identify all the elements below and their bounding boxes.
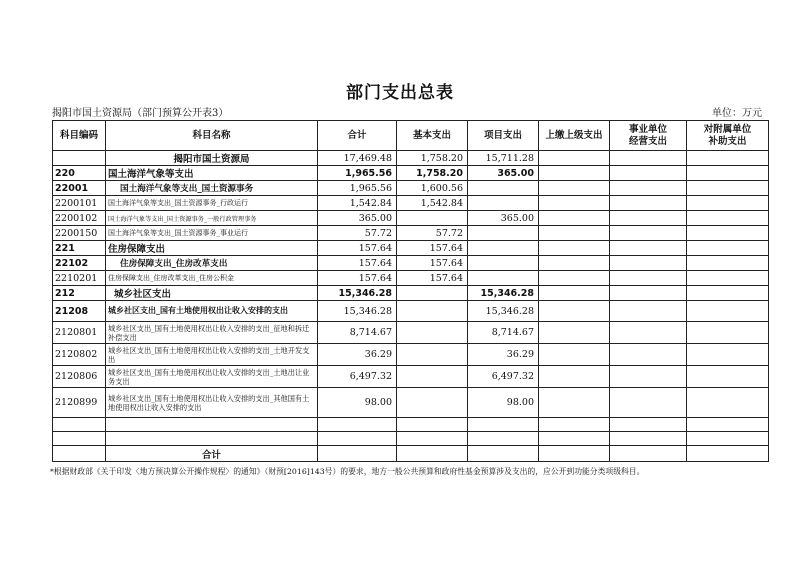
cell-code: 2120802 xyxy=(53,344,106,366)
table-row xyxy=(53,226,769,241)
cell-basic: 157.64 xyxy=(397,256,468,271)
table-row xyxy=(53,344,769,366)
table-row xyxy=(53,241,769,256)
cell-basic xyxy=(397,286,468,301)
cell-aux xyxy=(687,181,769,196)
footnote: *根据财政部《关于印发〈地方预决算公开操作规程〉的通知》（财预[2016]143号）的要求，地方一般公共预算和政府性基金预算涉及支出的，应公开到功能分类项级科目。 xyxy=(50,467,645,476)
cell-upper xyxy=(539,344,610,366)
table-row xyxy=(53,181,769,196)
cell-biz xyxy=(610,388,687,418)
cell-basic: 1,758.20 xyxy=(397,151,468,166)
cell-project: 15,711.28 xyxy=(468,151,539,166)
cell-name: 国土海洋气象等支出 xyxy=(106,166,318,181)
cell-project xyxy=(468,226,539,241)
cell-total: 157.64 xyxy=(318,241,397,256)
cell-name: 城乡社区支出_国有土地使用权出让收入安排的支出_征地和拆迁补偿支出 xyxy=(106,322,318,344)
cell-aux xyxy=(687,322,769,344)
cell-code: 22102 xyxy=(53,256,106,271)
header-aux: 对附属单位 补助支出 xyxy=(687,121,769,151)
cell-total: 8,714.67 xyxy=(318,322,397,344)
cell-basic xyxy=(397,301,468,322)
cell-name: 城乡社区支出_国有土地使用权出让收入安排的支出 xyxy=(106,301,318,322)
cell-project xyxy=(468,271,539,286)
table-row xyxy=(53,151,769,166)
cell-biz xyxy=(610,256,687,271)
cell-biz xyxy=(610,286,687,301)
cell-code: 2210201 xyxy=(53,271,106,286)
cell-basic xyxy=(397,388,468,418)
cell-basic: 157.64 xyxy=(397,271,468,286)
header-project: 项目支出 xyxy=(468,121,539,151)
cell-basic xyxy=(397,366,468,388)
cell-aux xyxy=(687,226,769,241)
cell-aux xyxy=(687,211,769,226)
cell-upper xyxy=(539,181,610,196)
table-row xyxy=(53,366,769,388)
cell-biz xyxy=(610,211,687,226)
cell-total: 17,469.48 xyxy=(318,151,397,166)
cell-aux xyxy=(687,241,769,256)
cell-aux xyxy=(687,256,769,271)
cell-basic: 157.64 xyxy=(397,241,468,256)
table-row xyxy=(53,166,769,181)
cell-project: 15,346.28 xyxy=(468,301,539,322)
cell-basic: 57.72 xyxy=(397,226,468,241)
cell-total: 1,965.56 xyxy=(318,181,397,196)
cell-project xyxy=(468,241,539,256)
cell-code xyxy=(53,151,106,166)
header-upper: 上缴上级支出 xyxy=(539,121,610,151)
table-row xyxy=(53,211,769,226)
cell-name: 国土海洋气象等支出_国土资源事务_行政运行 xyxy=(106,196,318,211)
table-row xyxy=(53,301,769,322)
cell-upper xyxy=(539,301,610,322)
cell-aux xyxy=(687,366,769,388)
cell-total: 6,497.32 xyxy=(318,366,397,388)
cell-project: 6,497.32 xyxy=(468,366,539,388)
cell-code: 220 xyxy=(53,166,106,181)
cell-total: 15,346.28 xyxy=(318,301,397,322)
cell-code: 2200102 xyxy=(53,211,106,226)
cell-code: 221 xyxy=(53,241,106,256)
cell-project xyxy=(468,196,539,211)
cell-upper xyxy=(539,226,610,241)
total-label: 合计 xyxy=(106,446,318,462)
header-basic: 基本支出 xyxy=(397,121,468,151)
cell-biz xyxy=(610,151,687,166)
cell-biz xyxy=(610,301,687,322)
cell-biz xyxy=(610,226,687,241)
page-title: 部门支出总表 xyxy=(346,83,454,103)
empty-row xyxy=(53,418,769,432)
cell-basic: 1,542.84 xyxy=(397,196,468,211)
cell-biz xyxy=(610,166,687,181)
cell-name: 城乡社区支出_国有土地使用权出让收入安排的支出_其他国有土地使用权出让收入安排的支出 xyxy=(106,388,318,418)
cell-biz xyxy=(610,196,687,211)
table-header-row xyxy=(53,121,769,151)
cell-upper xyxy=(539,241,610,256)
cell-aux xyxy=(687,344,769,366)
cell-code: 2120806 xyxy=(53,366,106,388)
cell-aux xyxy=(687,388,769,418)
cell-code: 2200150 xyxy=(53,226,106,241)
cell-upper xyxy=(539,196,610,211)
cell-upper xyxy=(539,211,610,226)
cell-biz xyxy=(610,271,687,286)
table-row xyxy=(53,388,769,418)
cell-project: 365.00 xyxy=(468,211,539,226)
header-code: 科目编码 xyxy=(53,121,106,151)
cell-project: 36.29 xyxy=(468,344,539,366)
unit-label: 单位：万元 xyxy=(712,108,762,119)
cell-project: 8,714.67 xyxy=(468,322,539,344)
cell-upper xyxy=(539,166,610,181)
cell-code: 2120899 xyxy=(53,388,106,418)
cell-project: 15,346.28 xyxy=(468,286,539,301)
total-row xyxy=(53,446,769,462)
cell-project xyxy=(468,181,539,196)
cell-name: 住房保障支出_住房改革支出_住房公积金 xyxy=(106,271,318,286)
cell-upper xyxy=(539,286,610,301)
cell-basic: 1,758.20 xyxy=(397,166,468,181)
cell-total: 98.00 xyxy=(318,388,397,418)
cell-aux xyxy=(687,196,769,211)
table-row xyxy=(53,271,769,286)
cell-upper xyxy=(539,366,610,388)
cell-biz xyxy=(610,181,687,196)
cell-project: 98.00 xyxy=(468,388,539,418)
cell-aux xyxy=(687,166,769,181)
cell-name: 城乡社区支出_国有土地使用权出让收入安排的支出_土地开发支出 xyxy=(106,344,318,366)
cell-name: 城乡社区支出 xyxy=(106,286,318,301)
cell-code: 2120801 xyxy=(53,322,106,344)
header-name: 科目名称 xyxy=(106,121,318,151)
cell-total: 157.64 xyxy=(318,256,397,271)
cell-total: 15,346.28 xyxy=(318,286,397,301)
org-label: 揭阳市国土资源局（部门预算公开表3） xyxy=(52,108,229,119)
cell-biz xyxy=(610,344,687,366)
cell-biz xyxy=(610,241,687,256)
cell-code: 2200101 xyxy=(53,196,106,211)
cell-code: 21208 xyxy=(53,301,106,322)
cell-aux xyxy=(687,271,769,286)
cell-name: 国土海洋气象等支出_国土资源事务_一般行政管理事务 xyxy=(106,211,318,226)
expenditure-table xyxy=(52,120,769,462)
cell-total: 157.64 xyxy=(318,271,397,286)
cell-upper xyxy=(539,388,610,418)
cell-upper xyxy=(539,256,610,271)
cell-code: 212 xyxy=(53,286,106,301)
cell-name: 住房保障支出_住房改革支出 xyxy=(106,256,318,271)
cell-aux xyxy=(687,301,769,322)
cell-upper xyxy=(539,151,610,166)
empty-row xyxy=(53,432,769,446)
cell-biz xyxy=(610,366,687,388)
table-row xyxy=(53,322,769,344)
cell-upper xyxy=(539,271,610,286)
cell-total: 57.72 xyxy=(318,226,397,241)
header-total: 合计 xyxy=(318,121,397,151)
cell-basic xyxy=(397,211,468,226)
cell-basic: 1,600.56 xyxy=(397,181,468,196)
table-row xyxy=(53,196,769,211)
table-row xyxy=(53,256,769,271)
cell-aux xyxy=(687,151,769,166)
cell-basic xyxy=(397,344,468,366)
cell-total: 1,965.56 xyxy=(318,166,397,181)
header-biz: 事业单位 经营支出 xyxy=(610,121,687,151)
cell-name: 国土海洋气象等支出_国土资源事务 xyxy=(106,181,318,196)
cell-basic xyxy=(397,322,468,344)
cell-total: 1,542.84 xyxy=(318,196,397,211)
cell-total: 365.00 xyxy=(318,211,397,226)
cell-name: 国土海洋气象等支出_国土资源事务_事业运行 xyxy=(106,226,318,241)
cell-biz xyxy=(610,322,687,344)
cell-aux xyxy=(687,286,769,301)
cell-name: 住房保障支出 xyxy=(106,241,318,256)
cell-name: 城乡社区支出_国有土地使用权出让收入安排的支出_土地出让业务支出 xyxy=(106,366,318,388)
cell-project: 365.00 xyxy=(468,166,539,181)
cell-upper xyxy=(539,322,610,344)
cell-code: 22001 xyxy=(53,181,106,196)
cell-project xyxy=(468,256,539,271)
table-row xyxy=(53,286,769,301)
cell-name: 揭阳市国土资源局 xyxy=(106,151,318,166)
cell-total: 36.29 xyxy=(318,344,397,366)
